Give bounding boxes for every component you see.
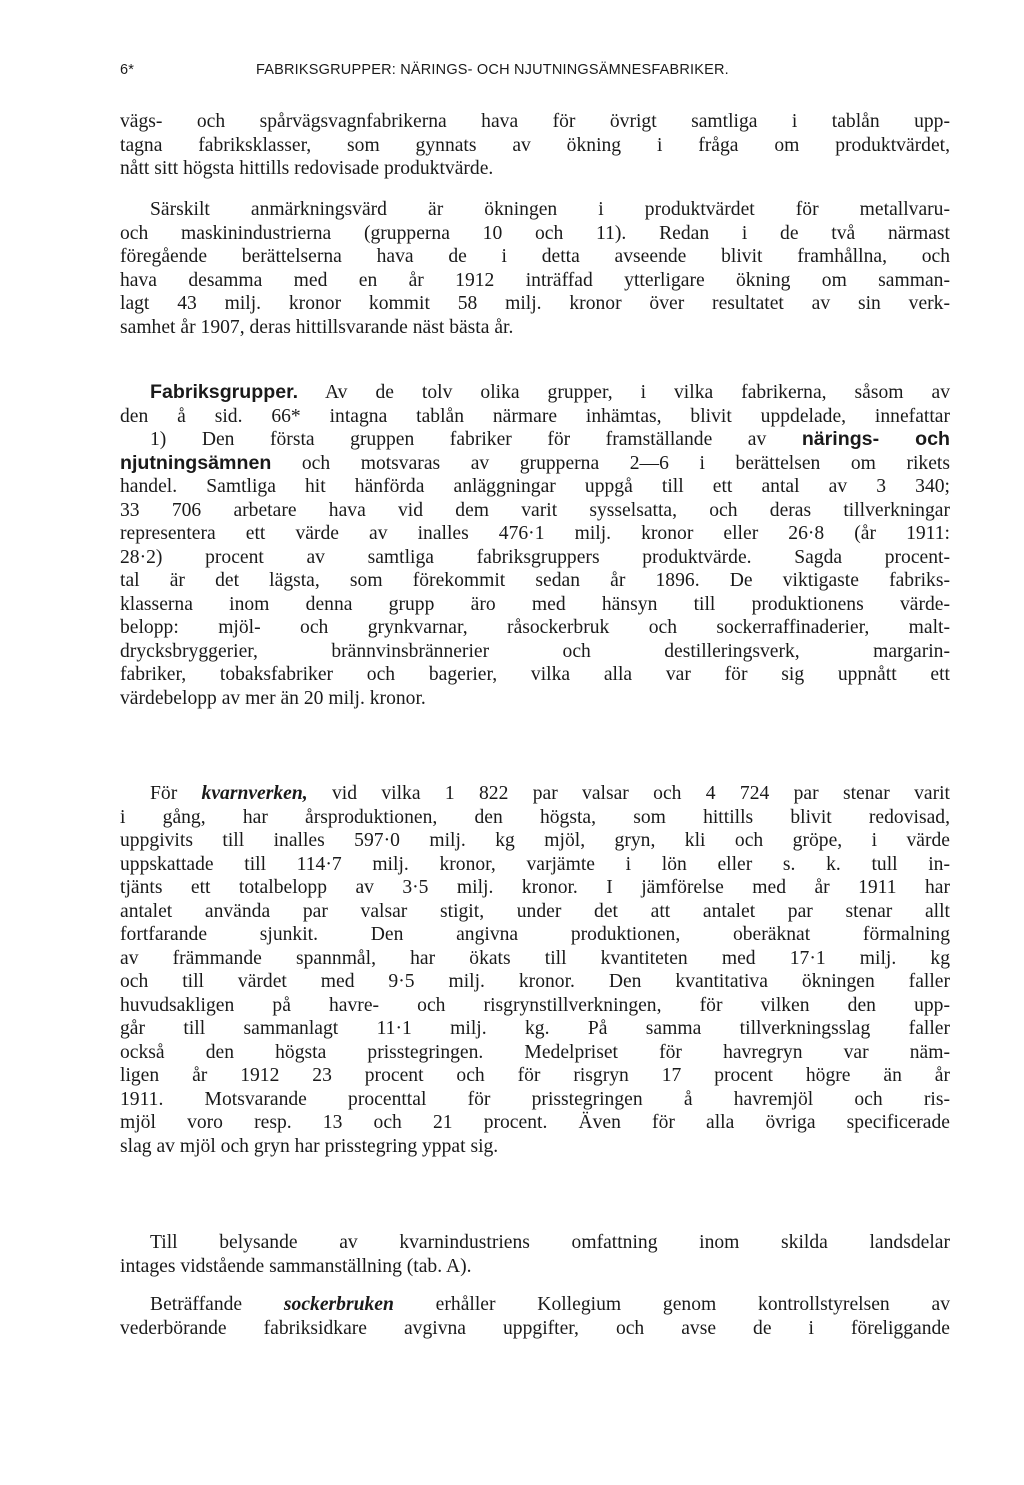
paragraph-3 — [120, 381, 950, 710]
emphasis: närings- och — [801, 428, 950, 450]
text-line: Särskilt anmärkningsvärd är ökningen i produktvärdet för metallvaru- — [150, 199, 950, 220]
emphasis: njutningsämnen — [120, 451, 272, 474]
text-line: tjänts ett totalbelopp av 3·5 milj. kronor. I jämförelse med år 1911 har — [120, 877, 950, 898]
text-line: nått sitt högsta hittills redovisade produktvärde. — [120, 158, 494, 179]
text-line: Beträffande sockerbruken erhåller Kollegium genom kontrollstyrelsen av — [150, 1294, 951, 1315]
text-line: vägs- och spårvägsvagnfabrikerna hava för övrigt samtliga i tablån upp- — [120, 111, 950, 132]
text-line: vederbörande fabriksidkare avgivna uppgifter, och avse de i föreliggande — [120, 1317, 950, 1339]
text-line: njutningsämnen och motsvaras av grupperna 2—6 i berättelsen om rikets — [120, 451, 950, 474]
text-line: föregående berättelserna hava de i detta avseende blivit framhållna, och — [120, 246, 950, 267]
text-line: värdebelopp av mer än 20 milj. kronor. — [120, 687, 426, 709]
text-line: uppskattade till 114·7 milj. kronor, varjämte i lön eller s. k. tull in- — [120, 853, 950, 875]
text-line: drycksbryggerier, brännvinsbrännerier och destilleringsverk, margarin- — [120, 640, 950, 662]
paragraph-6 — [120, 1293, 950, 1340]
text-line: 28·2) procent av samtliga fabriksgruppers produktvärde. Sagda procent- — [120, 546, 950, 568]
text-line: uppgivits till inalles 597·0 milj. kg mjöl, gryn, kli och gröpe, i värde — [120, 830, 950, 851]
paragraph-5 — [120, 1231, 950, 1278]
text-line: av främmande spannmål, har ökats till kvantiteten med 17·1 milj. kg — [120, 947, 950, 969]
text-line: 1911. Motsvarande procenttal för prisstegringen å havremjöl och ris- — [120, 1088, 950, 1110]
text-line: tal är det lägsta, som förekommit sedan år 1896. De viktigaste fabriks- — [120, 570, 950, 591]
text-line: handel. Samtliga hit hänförda anläggningar uppgå till ett antal av 3 340; — [120, 476, 950, 497]
text-line: mjöl voro resp. 13 och 21 procent. Även för alla övriga specificerade — [120, 1112, 950, 1133]
text-line: intages vidstående sammanställning (tab. A). — [120, 1255, 472, 1277]
text-line: lagt 43 milj. kronor kommit 58 milj. kronor över resultatet av sin verk- — [120, 293, 950, 314]
text-line: 33 706 arbetare hava vid dem varit sysselsatta, och deras tillverkningar — [120, 499, 950, 521]
running-title: FABRIKSGRUPPER: NÄRINGS- OCH NJUTNINGSÄMNESFABRIKER. — [256, 62, 729, 78]
emphasis: sockerbruken — [283, 1294, 394, 1315]
page-number: 6* — [120, 62, 135, 78]
running-header — [120, 62, 950, 88]
paragraph-1 — [120, 110, 950, 181]
text-line: den å sid. 66* intagna tablån närmare inhämtas, blivit uppdelade, innefattar — [120, 405, 950, 427]
text-line: och till värdet med 9·5 milj. kronor. Den kvantitativa ökningen faller — [120, 971, 950, 992]
text-line: klasserna inom denna grupp äro med hänsyn till produktionens värde- — [120, 593, 950, 615]
text-line: huvudsakligen på havre- och risgrynstillverkningen, för vilken den upp- — [120, 994, 950, 1016]
text-line: tagna fabriksklasser, som gynnats av ökning i fråga om produktvärdet, — [120, 134, 950, 156]
text-line: slag av mjöl och gryn har prisstegring yppat sig. — [120, 1135, 499, 1157]
text-line: också den högsta prisstegringen. Medelpriset för havregryn var näm- — [120, 1041, 950, 1063]
text-line: belopp: mjöl- och grynkvarnar, råsockerbruk och sockerraffinaderier, malt- — [120, 617, 950, 638]
text-line: fortfarande sjunkit. Den angivna produktionen, oberäknat förmalning — [120, 924, 950, 945]
text-line: ligen år 1912 23 procent och för risgryn 17 procent högre än år — [120, 1065, 950, 1086]
text-line: 1) Den första gruppen fabriker för framställande av närings- och — [150, 428, 950, 450]
text-line: Till belysande av kvarnindustriens omfattning inom skilda landsdelar — [150, 1232, 950, 1253]
section-heading: Fabriksgrupper. — [150, 381, 299, 403]
text-line: och maskinindustrierna (grupperna 10 och 11). Redan i de två närmast — [120, 222, 950, 244]
text-line: hava desamma med en år 1912 inträffad ytterligare ökning om samman- — [120, 269, 950, 291]
paragraph-4 — [120, 782, 950, 1158]
text-line: representera ett värde av inalles 476·1 milj. kronor eller 26·8 (år 1911: — [120, 523, 950, 544]
text-line: fabriker, tobaksfabriker och bagerier, vilka alla var för sig uppnått ett — [120, 664, 950, 685]
text-line: För kvarnverken, vid vilka 1 822 par valsar och 4 724 par stenar varit — [150, 783, 950, 804]
emphasis: kvarnverken, — [201, 783, 308, 804]
text-line: samhet år 1907, deras hittillsvarande näst bästa år. — [120, 316, 514, 338]
text-line: antalet använda par valsar stigit, under det att antalet par stenar allt — [120, 900, 950, 922]
text-line: Fabriksgrupper. Av de tolv olika grupper, i vilka fabrikerna, såsom av — [150, 381, 950, 403]
text-line: går till sammanlagt 11·1 milj. kg. På samma tillverkningsslag faller — [120, 1018, 950, 1039]
paragraph-2 — [120, 198, 950, 339]
text-line: i gång, har årsproduktionen, den högsta, som hittills blivit redovisad, — [120, 806, 950, 828]
